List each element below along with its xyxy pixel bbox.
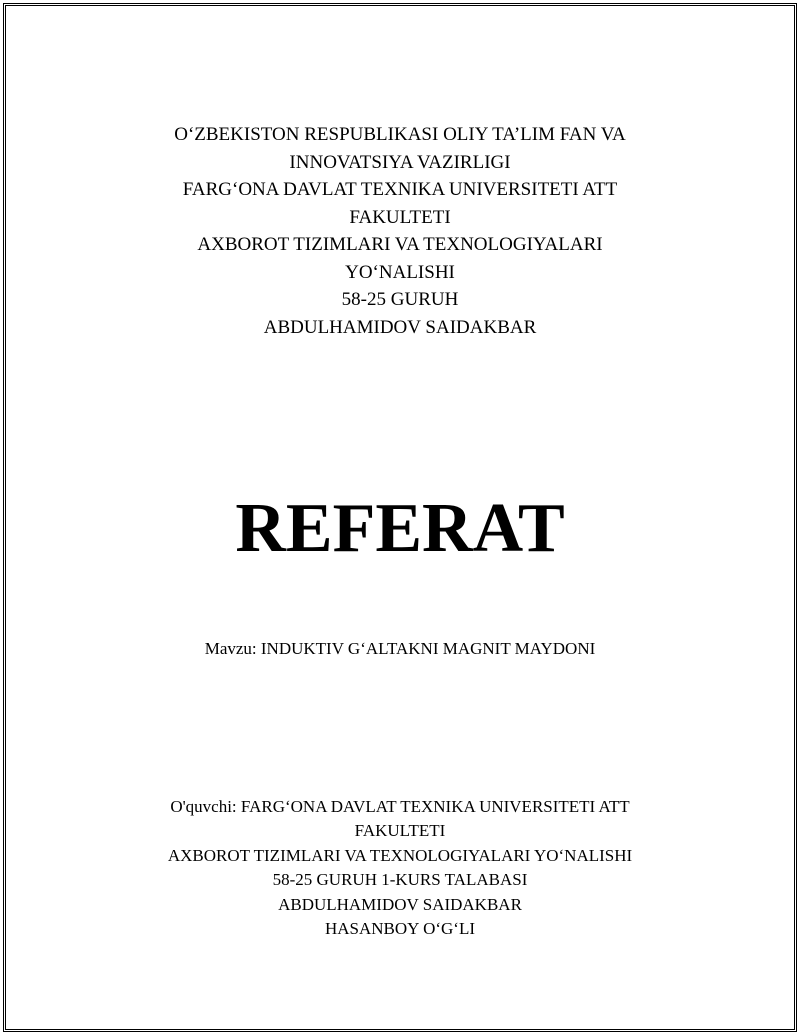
header-line: INNOVATSIYA VAZIRLIGI bbox=[289, 151, 511, 173]
header-block bbox=[0, 121, 800, 341]
student-info-line: HASANBOY O‘G‘LI bbox=[325, 919, 475, 939]
student-info-line: 58-25 GURUH 1-KURS TALABASI bbox=[272, 870, 528, 890]
document-title: REFERAT bbox=[235, 490, 565, 567]
header-line: O‘ZBEKISTON RESPUBLIKASI OLIY TA’LIM FAN VA bbox=[174, 124, 626, 145]
header-line: AXBOROT TIZIMLARI VA TEXNOLOGIYALARI bbox=[197, 234, 603, 255]
header-line: FARG‘ONA DAVLAT TEXNIKA UNIVERSITETI ATT bbox=[182, 179, 618, 200]
topic-line: Mavzu: INDUKTIV G‘ALTAKNI MAGNIT MAYDONI bbox=[204, 639, 596, 658]
student-info-line: O'quvchi: FARG‘ONA DAVLAT TEXNIKA UNIVERSITETI ATT bbox=[170, 797, 630, 816]
student-info-line: ABDULHAMIDOV SAIDAKBAR bbox=[278, 894, 522, 914]
header-line: 58-25 GURUH bbox=[341, 289, 459, 310]
header-line: FAKULTETI bbox=[349, 206, 451, 228]
student-info-line: AXBOROT TIZIMLARI VA TEXNOLOGIYALARI YO‘NALISHI bbox=[167, 845, 633, 865]
student-info-block bbox=[0, 795, 800, 941]
header-line: ABDULHAMIDOV SAIDAKBAR bbox=[263, 316, 537, 338]
header-line: YO‘NALISHI bbox=[345, 261, 455, 283]
student-info-line: FAKULTETI bbox=[354, 821, 446, 841]
